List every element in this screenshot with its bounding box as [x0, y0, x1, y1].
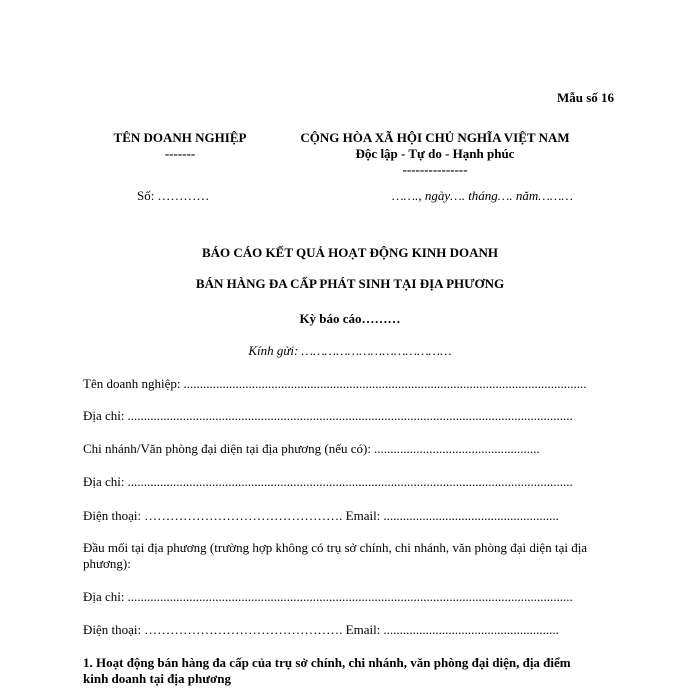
national-motto-rule: ---------------	[402, 162, 468, 177]
phone-dots: ……………………………………….	[144, 508, 343, 523]
document-number	[137, 188, 209, 203]
contact-email-dots: ......................................................	[383, 622, 559, 637]
address-dots: .........................................................................................................................................	[127, 408, 573, 423]
contact-phone-email-field	[83, 622, 559, 637]
contact-phone-label: Điện thoại:	[83, 622, 142, 637]
section1-heading-line1: 1. Hoạt động bán hàng đa cấp của trụ sở chính, chi nhánh, văn phòng đại diện, địa điểm	[83, 655, 571, 670]
company-heading-rule: -------	[164, 146, 196, 161]
contact-phone-dots: ……………………………………….	[144, 622, 343, 637]
branch-address-label: Địa chỉ:	[83, 474, 125, 489]
document-number-dots: …………	[157, 188, 210, 203]
contact-address-field	[83, 589, 573, 604]
company-name-dots: ............................................................................................................................	[183, 376, 587, 391]
addressee-dots: …………………………………	[301, 343, 452, 358]
document-number-label: Số:	[137, 188, 155, 203]
branch-dots: ...................................................	[373, 441, 540, 456]
branch-address-dots: .........................................................................................................................................	[127, 474, 573, 489]
report-title-line1: BÁO CÁO KẾT QUẢ HOẠT ĐỘNG KINH DOANH	[201, 245, 499, 260]
company-name-heading: TÊN DOANH NGHIỆP	[113, 130, 247, 145]
address-label: Địa chỉ:	[83, 408, 125, 423]
branch-label: Chi nhánh/Văn phòng đại diện tại địa phương (nếu có):	[83, 441, 371, 456]
contact-line2: phương):	[83, 556, 131, 571]
address-field	[83, 408, 573, 423]
branch-address-field	[83, 474, 573, 489]
branch-field	[83, 441, 540, 456]
section1-heading-line2: kinh doanh tại địa phương	[83, 671, 231, 686]
contact-email-label: Email:	[345, 622, 381, 637]
contact-address-label: Địa chỉ:	[83, 589, 125, 604]
addressee-label: Kính gửi:	[248, 343, 299, 358]
report-title-line2: BÁN HÀNG ĐA CẤP PHÁT SINH TẠI ĐỊA PHƯƠNG	[195, 276, 505, 291]
report-period: Kỳ báo cáo………	[299, 311, 401, 326]
contact-line1: Đầu mối tại địa phương (trường hợp không có trụ sở chính, chi nhánh, văn phòng đại diện tại địa	[83, 540, 588, 555]
company-name-field	[83, 376, 586, 391]
email-dots: ......................................................	[383, 508, 559, 523]
form-number: Mẫu số 16	[557, 90, 615, 105]
addressee-line	[0, 343, 700, 358]
contact-address-dots: .........................................................................................................................................	[127, 589, 573, 604]
phone-label: Điện thoại:	[83, 508, 142, 523]
phone-email-field	[83, 508, 559, 523]
email-label: Email:	[345, 508, 381, 523]
date-line: ……., ngày…. tháng…. năm………	[392, 188, 573, 203]
national-title: CỘNG HÒA XÃ HỘI CHỦ NGHĨA VIỆT NAM	[300, 130, 570, 145]
company-name-label: Tên doanh nghiệp:	[83, 376, 181, 391]
national-motto: Độc lập - Tự do - Hạnh phúc	[355, 146, 515, 161]
